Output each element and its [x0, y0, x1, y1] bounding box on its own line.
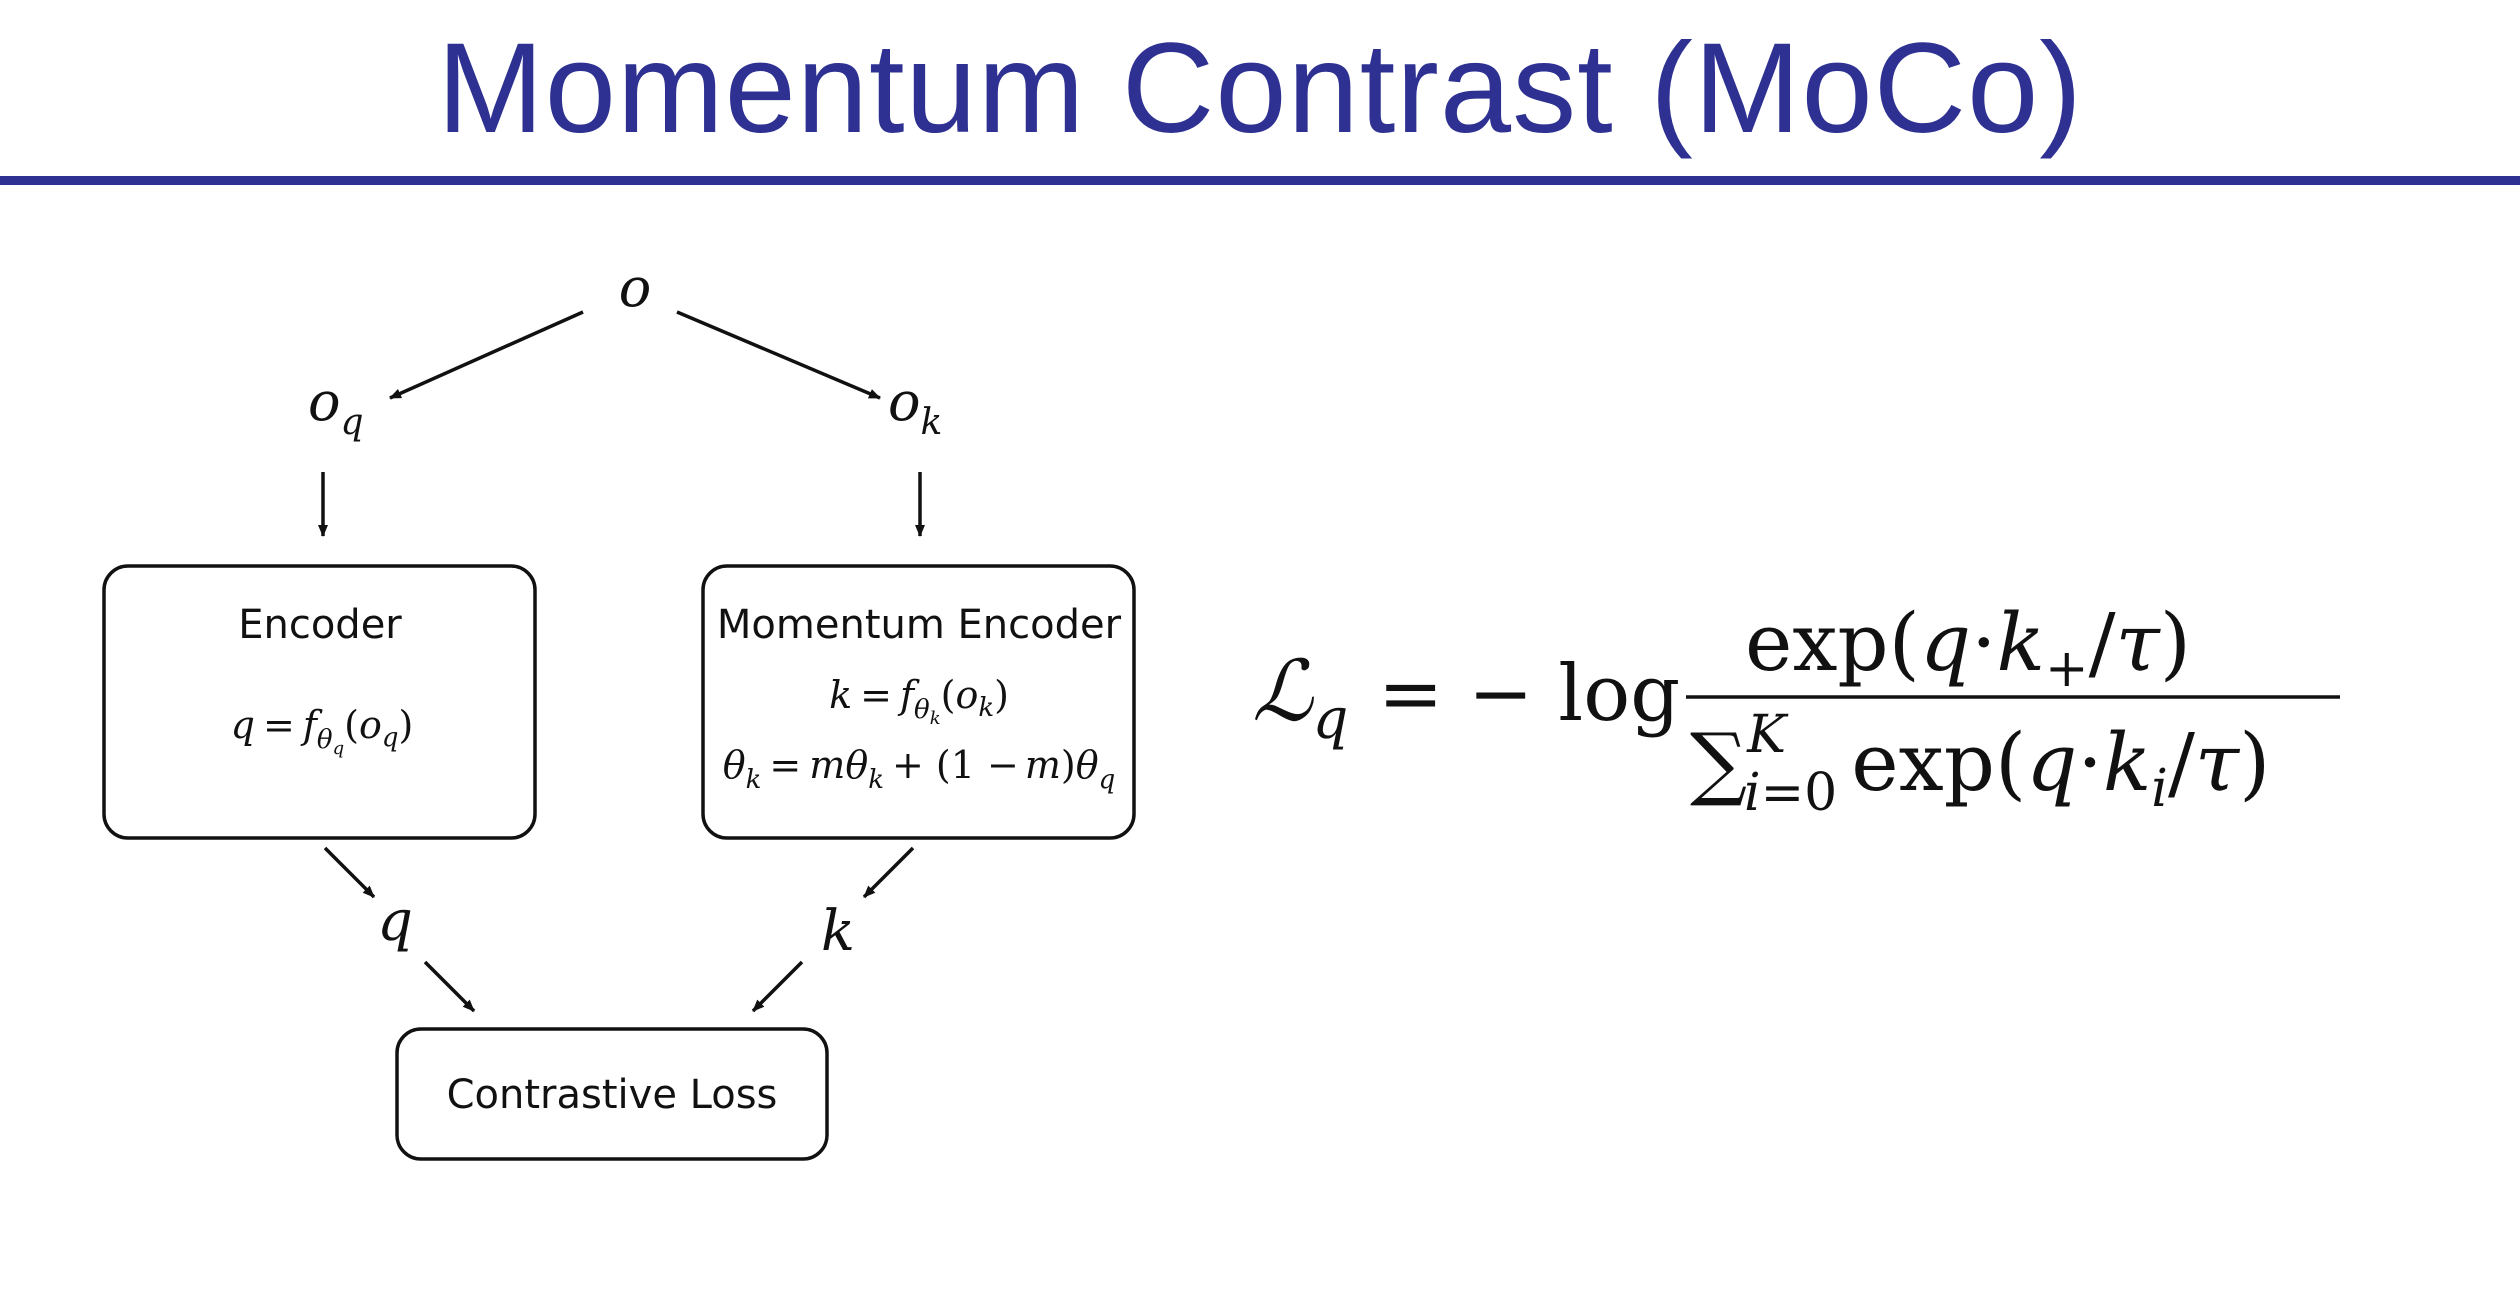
momentum-update-equation: $\theta_k = m\theta_k + (1 - m)\theta_q$: [722, 743, 1116, 795]
momentum-encoder-key-equation: $k = f_\theta k(o_k)$: [829, 673, 1009, 729]
slide-title: Momentum Contrast (MoCo): [437, 17, 2083, 160]
encoder-equation: $q = f_\theta q(o_q)$: [230, 703, 414, 759]
query-view-label: $o_q$: [308, 370, 364, 443]
arrow-input-to-key-view: [677, 312, 880, 398]
contrastive-loss-label: Contrastive Loss: [446, 1072, 778, 1118]
key-view-label: $o_k$: [888, 370, 943, 443]
arrow-momentum-encoder-to-k: [864, 848, 913, 897]
formula-equals-log: = − log: [1378, 649, 1681, 739]
key-output-label: k: [821, 899, 855, 964]
arrow-k-to-loss: [753, 962, 802, 1011]
formula-numerator: $\exp(q\cdot k_+/\tau)$: [1744, 596, 2192, 699]
momentum-encoder-label: Momentum Encoder: [716, 602, 1122, 648]
formula-lhs: ℒ$_q$: [1252, 642, 1349, 752]
formula-denominator: ∑$^K$ i=0 $\exp(q\cdot k_i/\tau)$: [1690, 705, 2271, 823]
input-image-label: o: [618, 256, 652, 319]
query-output-label: q: [377, 889, 413, 954]
infonce-loss-formula: [1252, 596, 2340, 823]
arrow-q-to-loss: [425, 962, 474, 1011]
arrow-encoder-to-q: [325, 848, 374, 897]
arrow-input-to-query-view: [390, 312, 583, 398]
encoder-label: Encoder: [238, 602, 402, 648]
